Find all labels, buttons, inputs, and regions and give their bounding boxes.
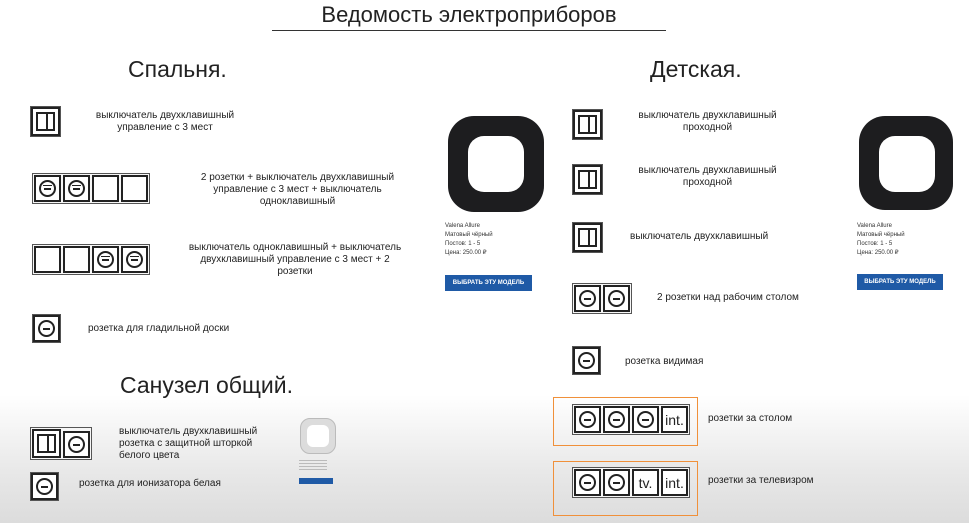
kids-block-4 — [572, 283, 632, 314]
kids-item-2-label: выключатель двухклавишный проходной — [638, 165, 777, 188]
single-switch-icon — [92, 175, 119, 202]
tv-socket: tv. — [632, 469, 659, 496]
socket-icon — [603, 469, 630, 496]
socket-icon — [34, 175, 61, 202]
product-color: Матовый чёрный — [857, 232, 905, 238]
product-price: Цена: 250.00 ₽ — [857, 250, 899, 256]
bathroom-item-2-label: розетка для ионизатора белая — [79, 478, 221, 489]
product-name: Valena Allure — [857, 223, 892, 229]
frame-image-black-right — [859, 116, 953, 210]
kids-block-5 — [572, 346, 601, 375]
socket-icon — [574, 406, 601, 433]
kids-block-7 — [572, 467, 690, 498]
double-switch-icon — [32, 429, 61, 458]
single-switch-icon — [63, 246, 90, 273]
kids-item-7-label: розетки за телевизром — [708, 475, 814, 486]
kids-item-4-label: 2 розетки над рабочим столом — [657, 292, 799, 303]
socket-icon — [632, 406, 659, 433]
kids-block-1 — [572, 109, 603, 140]
socket-icon — [92, 246, 119, 273]
bedroom-block-2 — [32, 173, 150, 204]
kids-item-5-label: розетка видимая — [625, 356, 704, 367]
double-switch-icon — [31, 107, 60, 136]
socket-icon — [33, 315, 60, 342]
frame-thumbnail-white — [300, 418, 336, 454]
product-thumb-text — [299, 460, 327, 472]
kids-block-6 — [572, 404, 690, 435]
room-title-kids: Детская. — [650, 56, 742, 82]
socket-icon — [603, 406, 630, 433]
socket-icon — [574, 285, 601, 312]
socket-icon — [574, 469, 601, 496]
double-switch-icon — [573, 223, 602, 252]
kids-block-2 — [572, 164, 603, 195]
kids-item-1-label: выключатель двухклавишный проходной — [638, 110, 777, 133]
product-color: Матовый чёрный — [445, 232, 493, 238]
bedroom-item-2-label: 2 розетки + выключатель двухклавишный управление с 3 мест + выключатель одноклавишный — [200, 172, 395, 207]
bedroom-block-4 — [32, 314, 61, 343]
socket-icon — [573, 347, 600, 374]
choose-model-button-right[interactable]: ВЫБРАТЬ ЭТУ МОДЕЛЬ — [857, 274, 943, 290]
product-left-info — [445, 222, 493, 258]
bathroom-item-1-label: выключатель двухклавишный розетка с защитной шторкой белого цвета — [119, 426, 258, 461]
room-title-bedroom: Спальня. — [128, 56, 227, 82]
socket-icon — [63, 431, 90, 458]
bedroom-item-4-label: розетка для гладильной доски — [88, 323, 230, 334]
frame-image-black — [448, 116, 544, 212]
internet-socket: int. — [661, 469, 688, 496]
choose-model-button[interactable]: ВЫБРАТЬ ЭТУ МОДЕЛЬ — [445, 275, 532, 291]
bedroom-switch-double — [30, 106, 61, 137]
page-title: Ведомость электроприборов — [272, 2, 666, 31]
product-posts: Постов: 1 - 5 — [445, 241, 481, 247]
bathroom-block-1 — [30, 427, 92, 460]
internet-socket: int. — [661, 406, 688, 433]
product-price: Цена: 250.00 ₽ — [445, 250, 487, 256]
double-switch-icon — [573, 165, 602, 194]
product-posts: Постов: 1 - 5 — [857, 241, 893, 247]
single-switch-icon — [121, 175, 148, 202]
socket-icon — [63, 175, 90, 202]
kids-block-3 — [572, 222, 603, 253]
bedroom-item-1-label: выключатель двухклавишный управление с 3 мест — [95, 110, 235, 133]
kids-item-6-label: розетки за столом — [708, 413, 793, 424]
socket-icon — [31, 473, 58, 500]
socket-icon — [603, 285, 630, 312]
product-right-info — [857, 222, 905, 258]
kids-item-3-label: выключатель двухклавишный — [630, 231, 769, 242]
product-thumb-button[interactable] — [299, 478, 333, 484]
bathroom-block-2 — [30, 472, 59, 501]
product-name: Valena Allure — [445, 223, 480, 229]
bedroom-item-3-label: выключатель одноклавишный + выключатель двухклавишный управление с 3 мест + 2 розетки — [188, 242, 402, 277]
single-switch-icon — [34, 246, 61, 273]
room-title-bathroom: Санузел общий. — [120, 372, 293, 398]
bedroom-block-3 — [32, 244, 150, 275]
double-switch-icon — [573, 110, 602, 139]
socket-icon — [121, 246, 148, 273]
